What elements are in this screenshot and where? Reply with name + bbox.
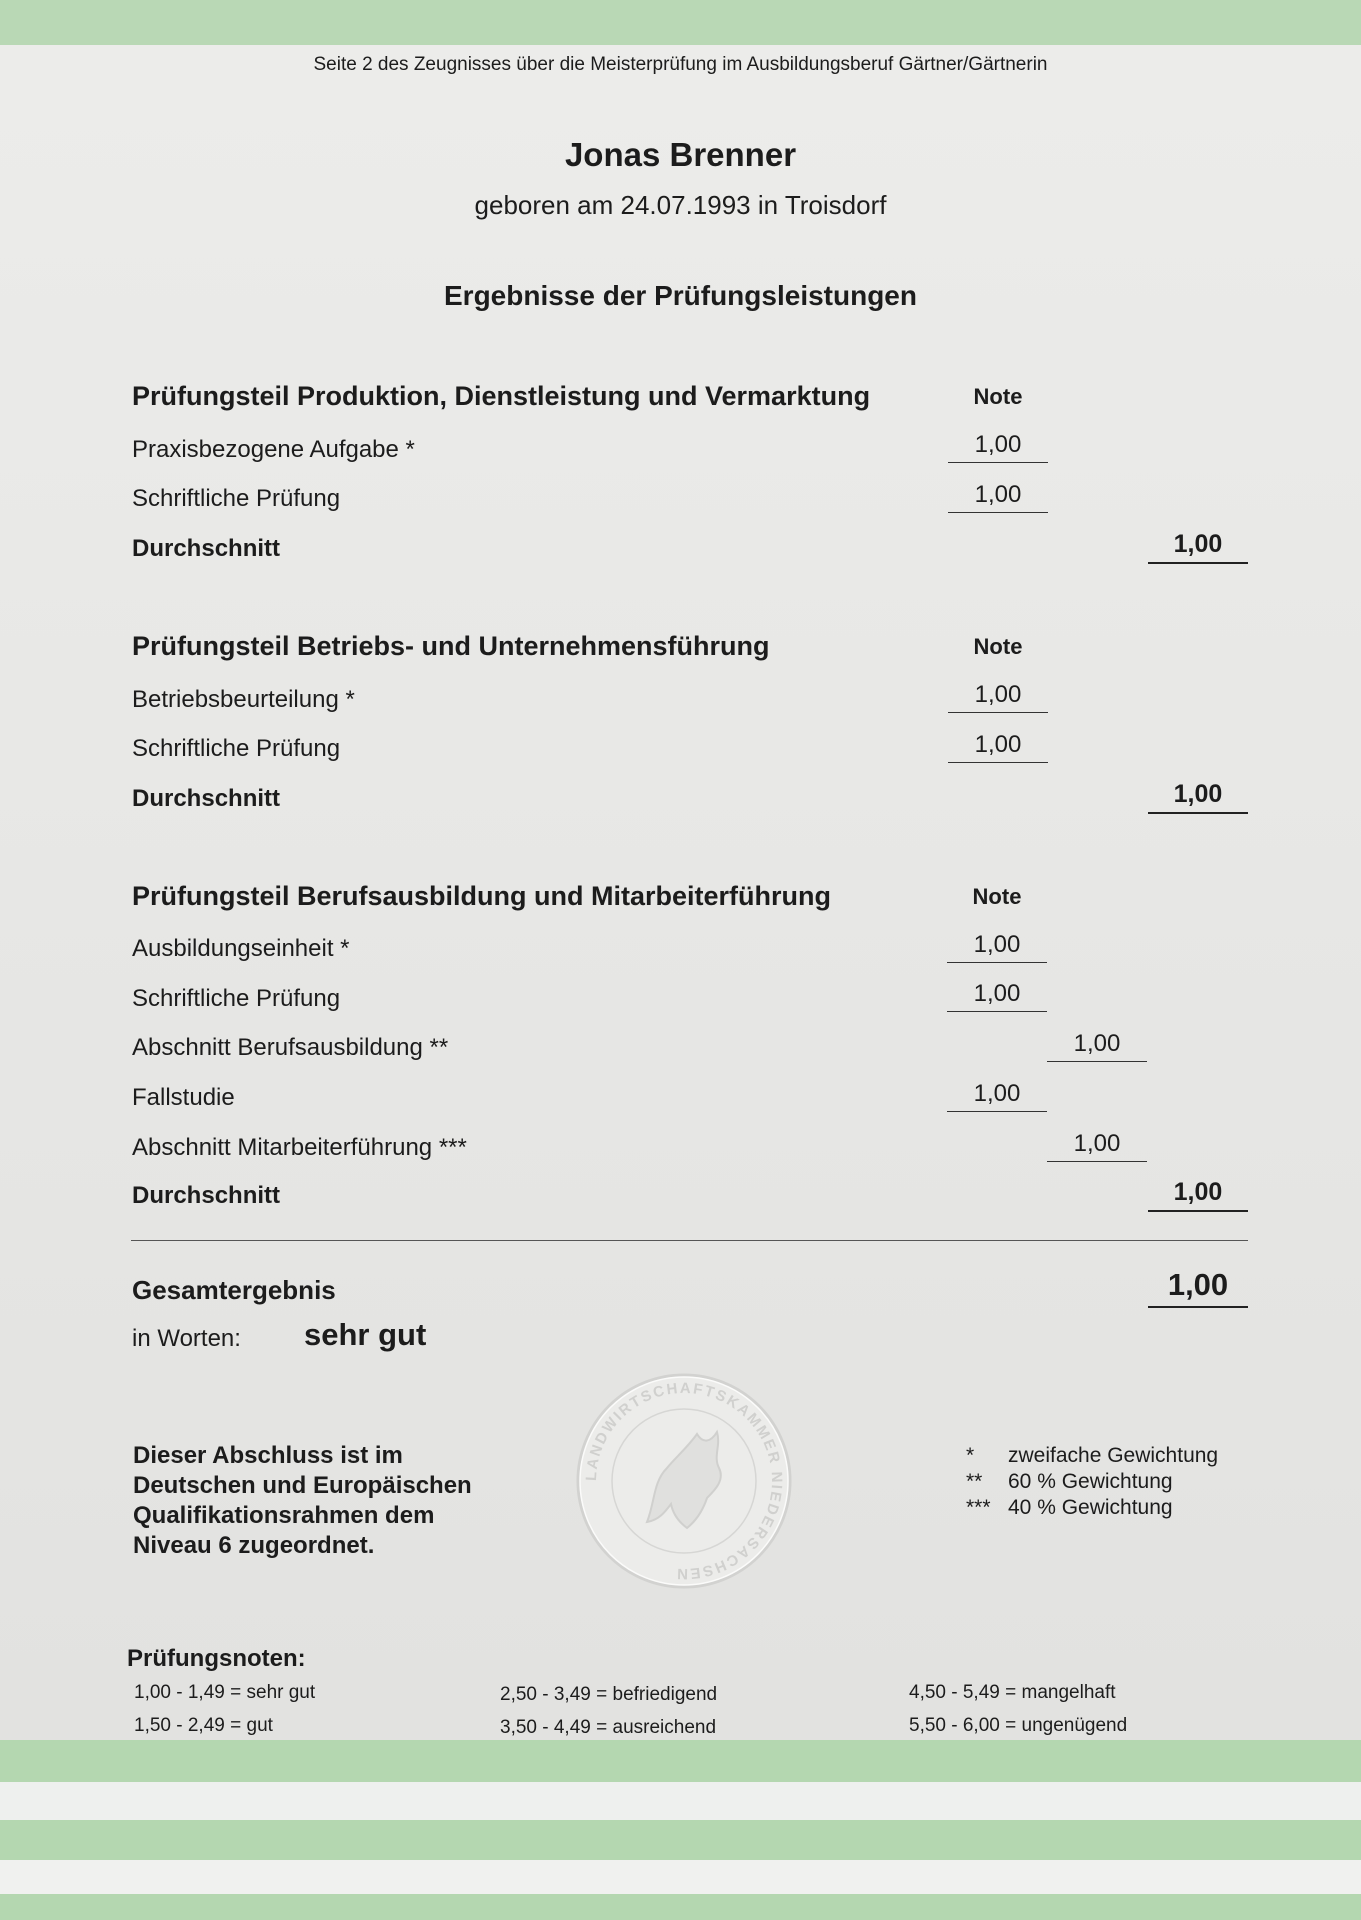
total-divider	[131, 1240, 1248, 1241]
bottom-green-stripe	[0, 1894, 1361, 1920]
person-name: Jonas Brenner	[564, 136, 797, 173]
qualification-statement	[133, 1441, 472, 1561]
seal-text: LANDWIRTSCHAFTSKAMMER NIEDERSACHSEN	[582, 1379, 786, 1583]
section-3-note-header: Note	[972, 884, 1022, 909]
qualification-line-1: Dieser Abschluss ist im	[133, 1442, 403, 1469]
grading-scale-item: 1,50 - 2,49 = gut	[134, 1715, 273, 1736]
words-label: in Worten:	[132, 1325, 241, 1352]
section-2-row-1-grade: 1,00	[948, 681, 1048, 713]
section-3-row-1-grade: 1,00	[947, 931, 1047, 963]
section-2-title: Prüfungsteil Betriebs- und Unternehmensführung	[132, 631, 770, 661]
section-3-row-4-label: Fallstudie	[132, 1084, 235, 1111]
section-2-row-1-label: Betriebsbeurteilung *	[132, 686, 355, 713]
weighting-legend	[966, 1443, 1218, 1521]
section-3-row-4-grade: 1,00	[947, 1080, 1047, 1112]
section-3-row-1-label: Ausbildungseinheit *	[132, 935, 350, 962]
qualification-line-2: Deutschen und Europäischen	[133, 1472, 472, 1499]
weighting-mark-2: **	[966, 1470, 983, 1493]
birth-info: geboren am 24.07.1993 in Troisdorf	[474, 190, 887, 220]
section-1-row-2-label: Schriftliche Prüfung	[132, 485, 341, 512]
section-1-title: Prüfungsteil Produktion, Dienstleistung und Vermarktung	[132, 381, 871, 411]
grading-scale-col-3	[909, 1676, 1127, 1742]
weighting-text-3: 40 % Gewichtung	[1008, 1496, 1173, 1519]
top-green-stripe	[0, 0, 1361, 45]
section-3-average-label: Durchschnitt	[132, 1182, 281, 1209]
grading-scale-item: 5,50 - 6,00 = ungenügend	[909, 1715, 1128, 1736]
total-in-words: sehr gut	[304, 1317, 427, 1352]
grading-scale-item: 1,00 - 1,49 = sehr gut	[134, 1682, 316, 1703]
section-3-row-5-grade: 1,00	[1047, 1130, 1147, 1162]
bottom-green-stripe	[0, 1740, 1361, 1782]
grading-scale-item: 2,50 - 3,49 = befriedigend	[500, 1684, 718, 1705]
section-3-average-value: 1,00	[1148, 1178, 1248, 1212]
qualification-line-4: Niveau 6 zugeordnet.	[133, 1532, 375, 1559]
section-1-row-2-grade: 1,00	[948, 481, 1048, 513]
total-value: 1,00	[1148, 1267, 1248, 1308]
grading-scale-item: 4,50 - 5,49 = mangelhaft	[909, 1682, 1116, 1703]
section-3-row-3-grade: 1,00	[1047, 1030, 1147, 1062]
embossed-seal-icon	[575, 1372, 793, 1590]
bottom-white-stripe	[0, 1782, 1361, 1820]
section-1-row-1-grade: 1,00	[948, 431, 1048, 463]
grading-scale-item: 3,50 - 4,49 = ausreichend	[500, 1717, 717, 1738]
section-3-title: Prüfungsteil Berufsausbildung und Mitarbeiterführung	[132, 881, 831, 911]
section-2-note-header: Note	[973, 634, 1023, 659]
section-3-row-3-label: Abschnitt Berufsausbildung **	[132, 1034, 449, 1061]
section-3-row-5-label: Abschnitt Mitarbeiterführung ***	[132, 1134, 467, 1161]
grading-scale-title: Prüfungsnoten:	[127, 1645, 306, 1672]
section-1-note-header: Note	[973, 384, 1023, 409]
section-2-row-2-grade: 1,00	[948, 731, 1048, 763]
weighting-mark-3: ***	[966, 1496, 991, 1519]
section-2-average-label: Durchschnitt	[132, 785, 281, 812]
bottom-green-stripe	[0, 1820, 1361, 1860]
section-1-average-label: Durchschnitt	[132, 535, 281, 562]
total-label: Gesamtergebnis	[132, 1275, 336, 1305]
section-1-average-value: 1,00	[1148, 530, 1248, 564]
weighting-mark-1: *	[966, 1444, 975, 1467]
grading-scale-col-2	[500, 1678, 717, 1744]
page-header: Seite 2 des Zeugnisses über die Meisterprüfung im Ausbildungsberuf Gärtner/Gärtnerin	[313, 54, 1048, 75]
weighting-text-1: zweifache Gewichtung	[1008, 1444, 1219, 1467]
section-1-row-1-label: Praxisbezogene Aufgabe *	[132, 436, 415, 463]
grading-scale-col-1	[134, 1676, 315, 1742]
bottom-white-stripe	[0, 1860, 1361, 1894]
section-3-row-2-grade: 1,00	[947, 980, 1047, 1012]
results-title: Ergebnisse der Prüfungsleistungen	[444, 280, 917, 311]
section-2-average-value: 1,00	[1148, 780, 1248, 814]
section-2-row-2-label: Schriftliche Prüfung	[132, 735, 341, 762]
section-3-row-2-label: Schriftliche Prüfung	[132, 985, 341, 1012]
qualification-line-3: Qualifikationsrahmen dem	[133, 1502, 435, 1529]
weighting-text-2: 60 % Gewichtung	[1008, 1470, 1173, 1493]
